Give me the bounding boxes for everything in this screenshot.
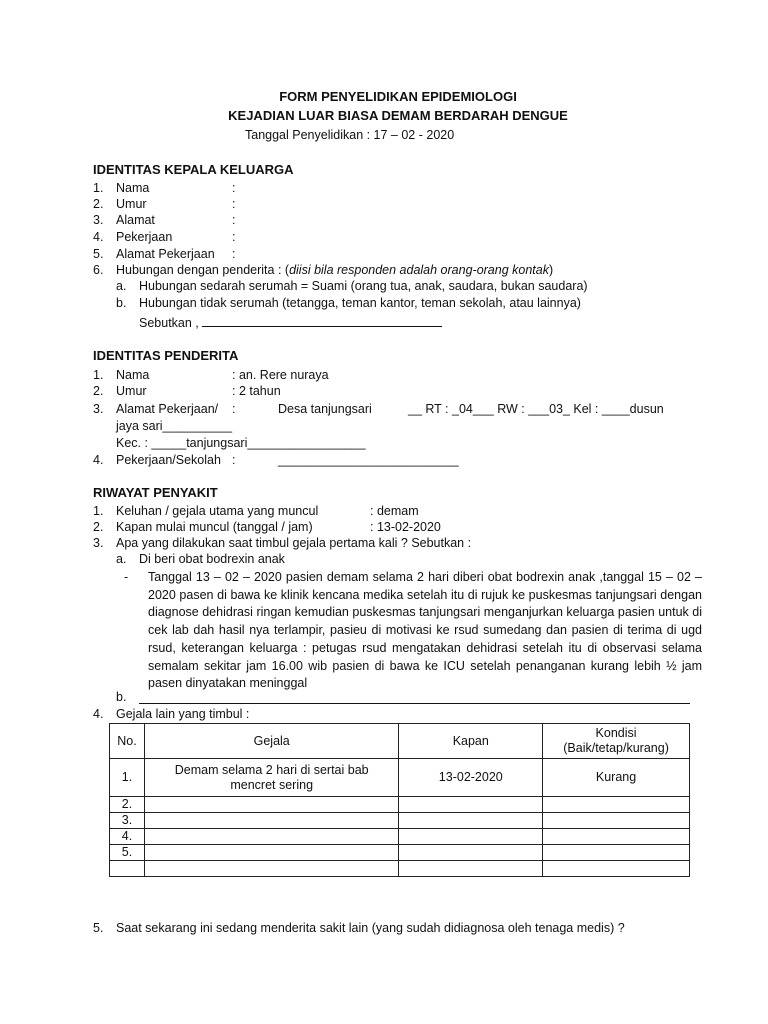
table-cell-kondisi[interactable]: Kurang bbox=[543, 759, 690, 797]
table-cell-kapan[interactable] bbox=[399, 829, 543, 845]
penderita-alamat-continued: jaya sari__________ bbox=[116, 419, 233, 433]
col-header-kapan: Kapan bbox=[399, 724, 543, 759]
hubungan-num: 6. bbox=[93, 263, 104, 277]
penderita-pekerjaan-label: Pekerjaan/Sekolah bbox=[116, 453, 221, 467]
q3a-dash: - bbox=[124, 570, 129, 584]
table-cell-kapan[interactable] bbox=[399, 845, 543, 861]
penderita-alamat-label: Alamat Pekerjaan/ bbox=[116, 402, 219, 416]
penderita-nama-label: Nama bbox=[116, 368, 150, 382]
form-page: FORM PENYELIDIKAN EPIDEMIOLOGI KEJADIAN LUAR BIASA DEMAM BERDARAH DENGUE Tanggal Penyelidikan : 17 – 02 - 2020 IDENTITAS KEPALA KELUARGA 1. Nama : 2. Umur : 3. Alamat : 4. Pekerjaan : 5. Alamat Pekerjaan : 6. Hubungan dengan penderita : (diisi bila responden adalah orang-orang kontak) a. Hubungan sedarah serumah = Suami (orang tua, anak, saudara, bukan saudara) b. Hubungan tidak serumah (tetangga, teman kantor, teman sekolah, atau lainnya) Sebutkan , IDENTITAS PENDERITA 1. Nama : an. Rere nuraya 2. Umur : 2 tahun 3. Alamat Pekerjaan/ : Desa tanjungsari __ RT : _04___ RW : ___03_ Kel : ____dusun jaya sari__________ Kec. : _____tanjungsari_________________ 4. Pekerjaan/Sekolah : __________________________ RIWAYAT PENYAKIT 1. Keluhan / gejala utama yang muncul : demam 2. Kapan mulai muncul (tanggal / jam) : 13-02-2020 3. Apa yang dilakukan saat timbul gejala pertama kali ? Sebutkan : a. Di beri obat bodrexin anak - Tanggal 13 – 02 – 2020 pasien demam selama 2 hari diberi obat bodrexin anak ,tanggal 15 – 02 – 2020 pasen di bawa ke klinik kencana medika setelah itu di rujuk ke puskesmas tanjungsari dengan diagnose dehidrasi ringan kemudian puskesmas tanjungsari menganjurkan keluarga pasien untuk di cek lab dah hasil nya terlampir, pasieu di motivasi ke rsud sumedang dan pasien di terima di ugd rsud, keterangan keluarga : petugas rsud mengatakan dehidrasi setelah itu di observasi selama semalam sekitar jam 16.00 wib pasien di bawa ke ICU setelah penanganan kurang lebih ½ jam pasen dinyatakan meninggal b. 4. Gejala lain yang timbul : No. Gejala Kapan Kondisi (Baik/tetap/kurang) 1. Demam selama 2 hari di sertai bab mencret sering 13-02-2020 Kurang 2. 3. 4. 5. 5. Saat sekarang ini sedang menderita sakit lain (yang sudah didiagnosa oleh tenaga medis) ? bbox=[0, 0, 768, 1024]
keluhan-value: : demam bbox=[370, 504, 419, 518]
penderita-alamat-kecamatan: Kec. : _____tanjungsari_________________ bbox=[116, 436, 366, 450]
table-cell-kondisi[interactable] bbox=[543, 845, 690, 861]
table-header-row bbox=[110, 724, 690, 759]
section-heading-riwayat: RIWAYAT PENYAKIT bbox=[93, 485, 218, 500]
table-cell-gejala[interactable] bbox=[144, 813, 398, 829]
penderita-nama-num: 1. bbox=[93, 368, 104, 382]
table-cell-kapan[interactable]: 13-02-2020 bbox=[399, 759, 543, 797]
penderita-alamat-num: 3. bbox=[93, 402, 104, 416]
q4-num: 4. bbox=[93, 707, 104, 721]
kapan-label: Kapan mulai muncul (tanggal / jam) bbox=[116, 520, 313, 534]
col-header-no: No. bbox=[110, 724, 145, 759]
table-cell-gejala[interactable]: Demam selama 2 hari di sertai bab mencret sering bbox=[144, 759, 398, 797]
keluhan-label: Keluhan / gejala utama yang muncul bbox=[116, 504, 319, 518]
keluhan-num: 1. bbox=[93, 504, 104, 518]
table-cell-kondisi[interactable] bbox=[543, 797, 690, 813]
table-cell-kapan[interactable] bbox=[399, 797, 543, 813]
form-title: FORM PENYELIDIKAN EPIDEMIOLOGI bbox=[279, 89, 517, 104]
sebutkan-blank-line[interactable] bbox=[202, 314, 442, 327]
penderita-pekerjaan-value[interactable]: __________________________ bbox=[278, 453, 459, 467]
investigation-date: Tanggal Penyelidikan : 17 – 02 - 2020 bbox=[245, 128, 455, 142]
sebutkan-field[interactable] bbox=[139, 314, 442, 331]
table-cell-kondisi[interactable] bbox=[543, 813, 690, 829]
hubungan-note: diisi bila responden adalah orang-orang kontak bbox=[289, 263, 549, 277]
q3b-num: b. bbox=[116, 690, 127, 704]
penderita-alamat-rt-rw-kel: __ RT : _04___ RW : ___03_ Kel : ____dusun bbox=[408, 402, 664, 416]
q3b-blank-line[interactable] bbox=[139, 703, 690, 704]
hubungan-b-text: Hubungan tidak serumah (tetangga, teman kantor, teman sekolah, atau lainnya) bbox=[139, 296, 581, 310]
penderita-nama-value: : an. Rere nuraya bbox=[232, 368, 329, 382]
table-cell-no: 1. bbox=[110, 759, 145, 797]
penderita-pekerjaan-colon: : bbox=[232, 453, 236, 467]
hubungan-b-num: b. bbox=[116, 296, 127, 310]
sebutkan-label: Sebutkan , bbox=[139, 316, 203, 330]
hubungan-question: Hubungan dengan penderita : (diisi bila responden adalah orang-orang kontak) bbox=[116, 263, 554, 277]
table-row bbox=[110, 797, 690, 813]
q3a-num: a. bbox=[116, 552, 127, 566]
table-cell-kondisi[interactable] bbox=[543, 829, 690, 845]
table-cell-kondisi[interactable] bbox=[543, 861, 690, 877]
q5-text: Saat sekarang ini sedang menderita sakit lain (yang sudah didiagnosa oleh tenaga medis) ? bbox=[116, 921, 625, 935]
hubungan-a-num: a. bbox=[116, 279, 127, 293]
table-cell-gejala[interactable] bbox=[144, 829, 398, 845]
gejala-table bbox=[109, 723, 690, 877]
kapan-value: : 13-02-2020 bbox=[370, 520, 441, 534]
table-row bbox=[110, 759, 690, 797]
table-cell-no: 2. bbox=[110, 797, 145, 813]
section-heading-penderita: IDENTITAS PENDERITA bbox=[93, 348, 239, 363]
table-cell-no: 5. bbox=[110, 845, 145, 861]
q3-num: 3. bbox=[93, 536, 104, 550]
table-row bbox=[110, 861, 690, 877]
kapan-num: 2. bbox=[93, 520, 104, 534]
q5-num: 5. bbox=[93, 921, 104, 935]
table-row bbox=[110, 845, 690, 861]
table-cell-no: 3. bbox=[110, 813, 145, 829]
section-heading-kepala-keluarga: IDENTITAS KEPALA KELUARGA bbox=[93, 162, 294, 177]
table-cell-no: 4. bbox=[110, 829, 145, 845]
table-cell-kapan[interactable] bbox=[399, 861, 543, 877]
table-cell-gejala[interactable] bbox=[144, 797, 398, 813]
form-subtitle: KEJADIAN LUAR BIASA DEMAM BERDARAH DENGUE bbox=[228, 108, 568, 123]
penderita-umur-num: 2. bbox=[93, 384, 104, 398]
q3a-text: Di beri obat bodrexin anak bbox=[139, 552, 285, 566]
penderita-pekerjaan-num: 4. bbox=[93, 453, 104, 467]
penderita-alamat-colon: : bbox=[232, 402, 236, 416]
penderita-umur-label: Umur bbox=[116, 384, 147, 398]
hubungan-a-text: Hubungan sedarah serumah = Suami (orang tua, anak, saudara, bukan saudara) bbox=[139, 279, 588, 293]
table-cell-no bbox=[110, 861, 145, 877]
q3-text: Apa yang dilakukan saat timbul gejala pertama kali ? Sebutkan : bbox=[116, 536, 472, 550]
table-cell-gejala[interactable] bbox=[144, 861, 398, 877]
penderita-alamat-desa: Desa tanjungsari bbox=[278, 402, 372, 416]
table-cell-kapan[interactable] bbox=[399, 813, 543, 829]
table-row bbox=[110, 829, 690, 845]
table-row bbox=[110, 813, 690, 829]
q3a-paragraph: Tanggal 13 – 02 – 2020 pasien demam selama 2 hari diberi obat bodrexin anak ,tanggal 15 – 02 – 2020 pasen di bawa ke klinik kencana medika setelah itu di rujuk ke puskesmas tanjungsari dengan diagnose dehidrasi ringan kemudian puskesmas tanjungsari menganjurkan keluarga pasien untuk di cek lab dah hasil nya terlampir, pasieu di motivasi ke rsud sumedang dan pasien di terima di ugd rsud, keterangan keluarga : petugas rsud mengatakan dehidrasi setelah itu di observasi selama semalam sekitar jam 16.00 wib pasien di bawa ke ICU setelah penanganan kurang lebih ½ jam pasen dinyatakan meninggal bbox=[148, 570, 702, 691]
q4-text: Gejala lain yang timbul : bbox=[116, 707, 250, 721]
penderita-umur-value: : 2 tahun bbox=[232, 384, 281, 398]
col-header-kondisi: Kondisi (Baik/tetap/kurang) bbox=[543, 724, 690, 759]
table-cell-gejala[interactable] bbox=[144, 845, 398, 861]
col-header-gejala: Gejala bbox=[144, 724, 398, 759]
